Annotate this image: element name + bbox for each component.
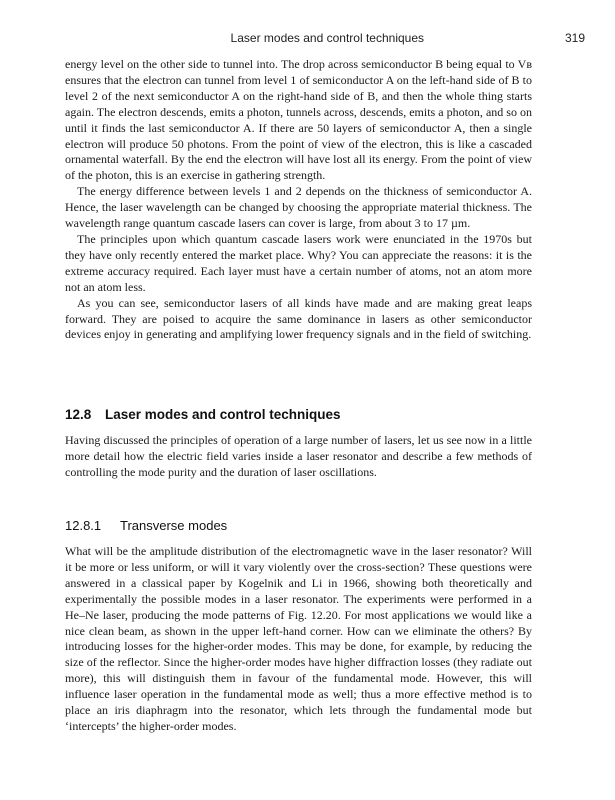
paragraph: energy level on the other side to tunnel into. The drop across semiconductor B being equal to Vʙ ensures that the electron can tunnel from level 1 of semiconductor A on the left-hand side of B to level 2 of the next semiconductor A on the right-hand side of B, and then the whole thing starts again. The electron descends, emits a photon, tunnels across, descends, emits a photon, and so on until it finds the last semiconductor A. If there are 50 layers of semiconductor A, then a single electron will produce 50 photons. From the point of view of the electron, this is like a cascaded ornamental waterfall. By the end the electron will have lost all its energy. From the point of view of the photon, this is an exercise in gathering strength. [65, 57, 532, 183]
paragraph: Having discussed the principles of operation of a large number of lasers, let us see now in a little more detail how the electric field varies inside a laser resonator and describe a few methods of controlling the mode purity and the duration of laser oscillations. [65, 433, 532, 479]
page-number: 319 [564, 31, 585, 45]
paragraph: The energy difference between levels 1 and 2 depends on the thickness of semiconductor A. Hence, the laser wavelength can be changed by choosing the appropriate material thickness. The wavelength range quantum cascade lasers can cover is large, from about 3 to 17 µm. [65, 184, 532, 231]
section-number: 12.8 [65, 407, 92, 422]
running-head [230, 31, 600, 47]
paragraph: What will be the amplitude distribution of the electromagnetic wave in the laser resonator? Will it be more or less uniform, or will it vary violently over the cross-section? These questions were answered in a classical paper by Kogelnik and Li in 1966, showing both theoretically and experimentally the possible modes in a laser resonator. The experiments were performed in a He–Ne laser, producing the mode patterns of Fig. 12.20. For most applications we would like a nice clean beam, as shown in the upper left-hand corner. How can we eliminate the others? By introducing losses for the higher-order modes. This may be done, for example, by reducing the size of the reflector. Since the higher-order modes have higher diffraction losses (they radiate out more), this will distinguish them in favour of the fundamental mode. However, this will influence laser operation in the fundamental mode as well; thus a more effective method is to place an iris diaphragm into the resonator, which lets through the fundamental mode but ‘intercepts’ the higher-order modes. [65, 544, 532, 733]
paragraph: The principles upon which quantum cascade lasers work were enunciated in the 1970s but they have only recently entered the market place. Why? You can appreciate the reasons: it is the extreme accuracy required. Each layer must have a certain number of atoms, not an atom more not an atom less. [65, 231, 532, 294]
continued-text-block [65, 57, 532, 343]
subsection-number: 12.8.1 [65, 518, 102, 533]
section-text-block [65, 433, 532, 481]
paragraph: As you can see, semiconductor lasers of all kinds have made and are making great leaps forward. They are poised to acquire the same dominance in lasers as other semiconductor devices enjoy in generating and amplifying lower frequency signals and in the field of switching. [65, 295, 532, 342]
running-title: Laser modes and control techniques [230, 31, 424, 45]
subsection-heading [65, 518, 532, 533]
section-title: Laser modes and control techniques [105, 407, 341, 422]
subsection-title: Transverse modes [120, 518, 228, 533]
subsection-text-block [65, 544, 532, 735]
section-heading [65, 407, 532, 422]
